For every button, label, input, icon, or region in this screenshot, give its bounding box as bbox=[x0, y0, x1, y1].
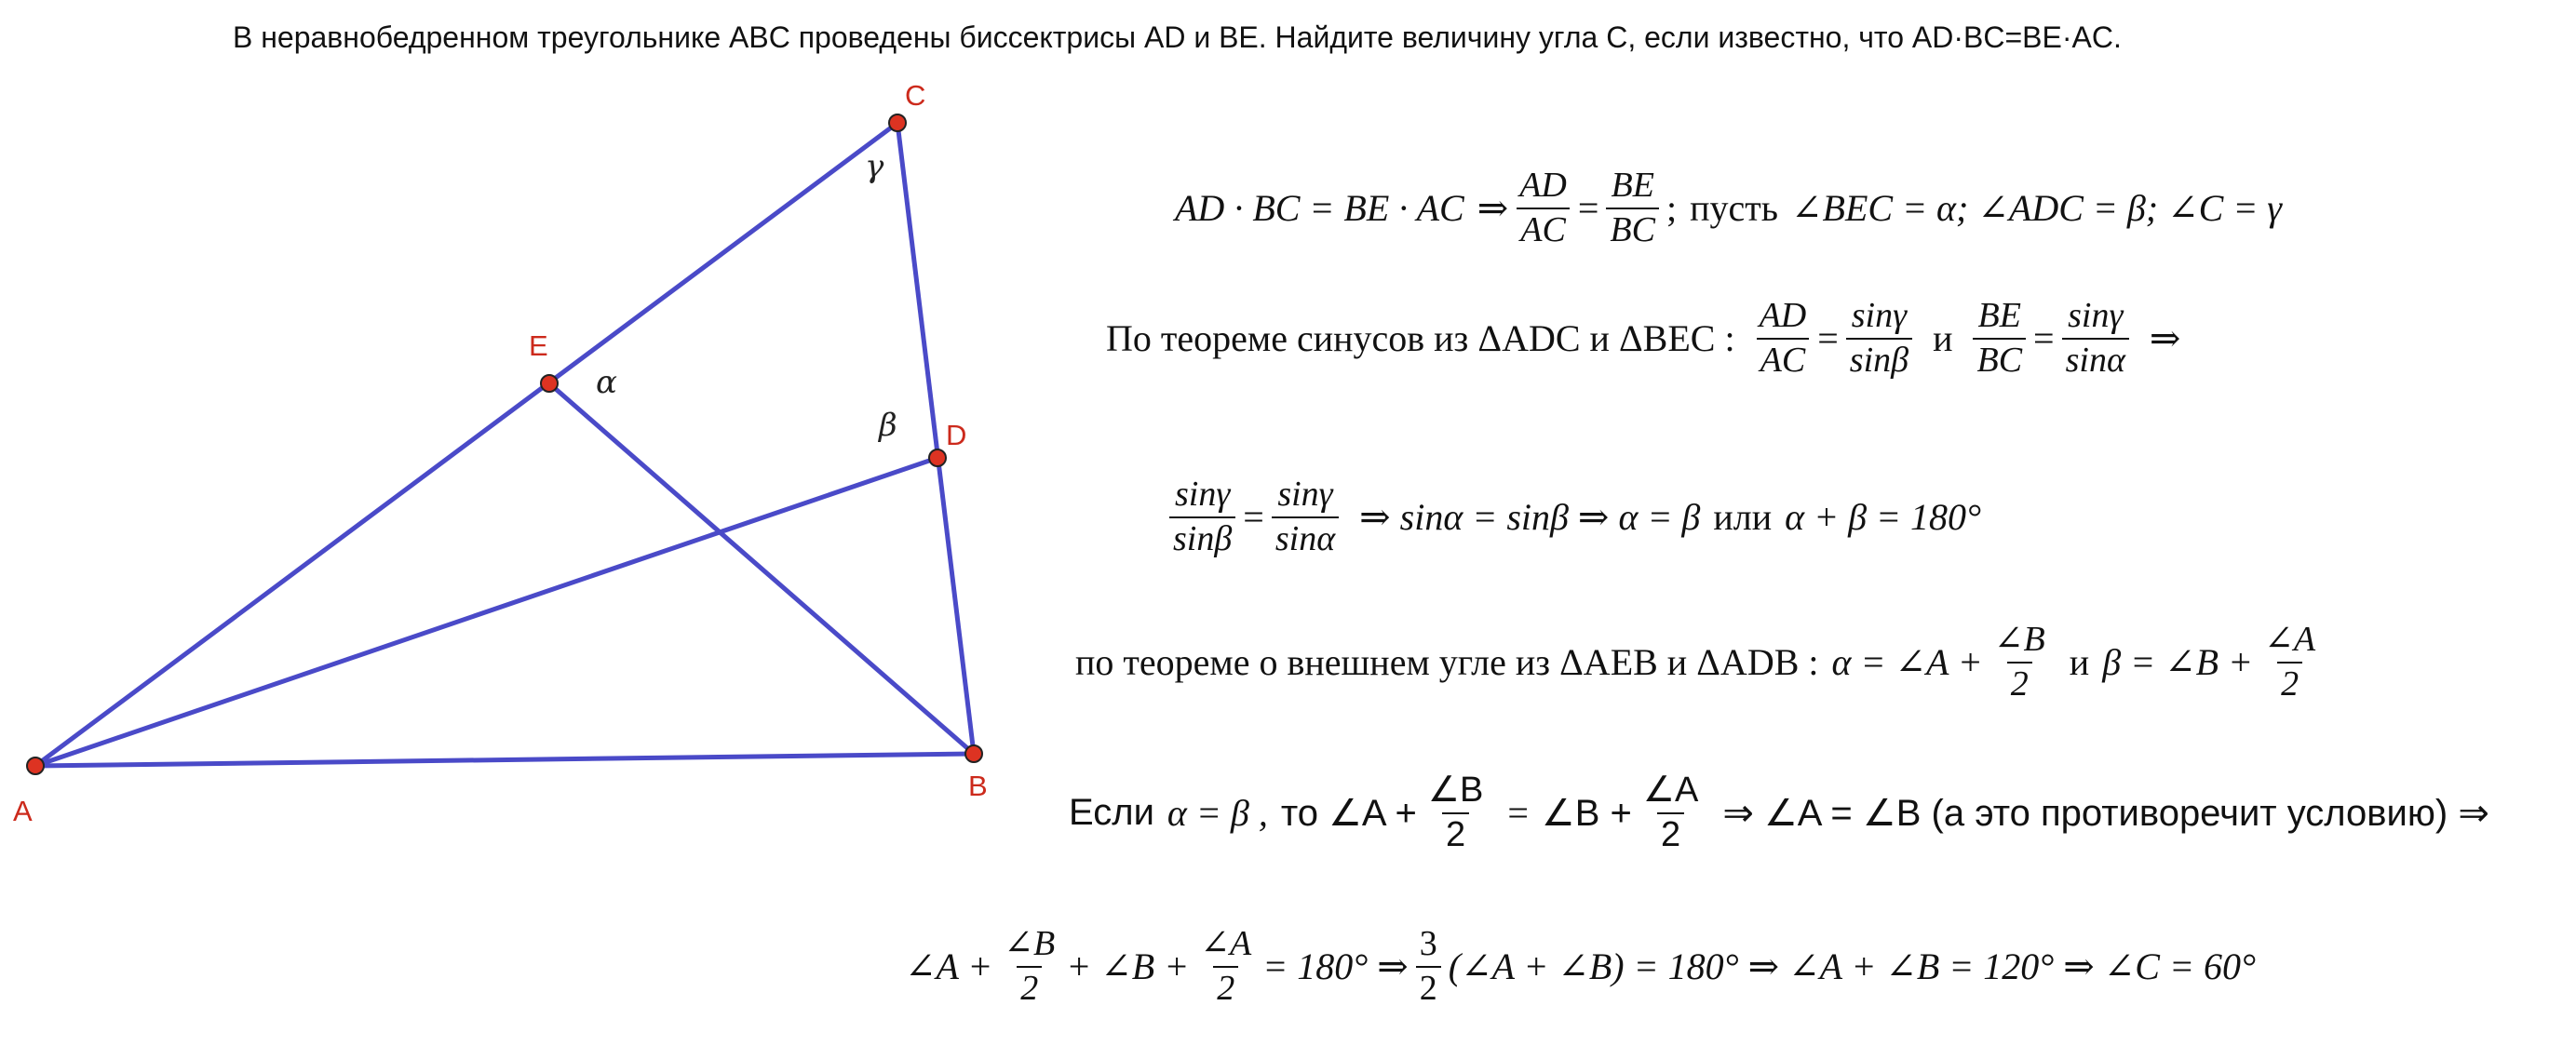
point-d bbox=[929, 449, 946, 466]
side-ab bbox=[35, 754, 974, 766]
fraction-a-half: $\frac{\angle A}{2}$ bbox=[2264, 620, 2316, 704]
fraction-sin-gamma-sin-beta-2: $\frac{\sin\gamma}{\sin\beta}$ bbox=[1169, 476, 1235, 558]
angle-gamma: γ bbox=[865, 148, 884, 185]
solution-line-6: ∠A + $\frac{\angle B}{2}$ + ∠B + $\frac{\angle A}{2}$ = 180° ⇒ $\frac{3}{2}$ (∠A + ∠B) = 180° ⇒ ∠A + ∠B = 120° ⇒ ∠C = 60° bbox=[905, 924, 2256, 1008]
fraction-ad-ac: $\frac{AD}{AC}$ bbox=[1516, 168, 1571, 249]
side-ac bbox=[35, 123, 897, 766]
fraction-sin-gamma-sin-alpha: $\frac{\sin\gamma}{\sin\alpha}$ bbox=[2062, 298, 2129, 380]
point-e bbox=[541, 375, 558, 392]
fraction-b-half-3: $\frac{\angle B}{2}$ bbox=[1004, 924, 1056, 1008]
fraction-a-half-2: $\frac{\angle A}{2}$ bbox=[1642, 771, 1699, 854]
point-a bbox=[27, 757, 44, 774]
problem-statement: В неравнобедренном треугольнике ABC проведены биссектрисы AD и BE. Найдите величину угла C, если известно, что AD·BC=BE·AC. bbox=[233, 20, 2122, 54]
fraction-b-half: $\frac{\angle B}{2}$ bbox=[1993, 620, 2045, 704]
fraction-ad-ac-2: $\frac{AD}{AC}$ bbox=[1756, 298, 1811, 380]
fraction-a-half-3: $\frac{\angle A}{2}$ bbox=[1200, 924, 1252, 1008]
solution-line-4: по теореме о внешнем угле из ΔAEB и ΔADB : α = ∠A + $\frac{\angle B}{2}$ и β = ∠B + $\frac{\angle A}{2}$ bbox=[1075, 622, 2326, 704]
label-e: E bbox=[529, 329, 548, 362]
fraction-sin-gamma-sin-alpha-2: $\frac{\sin\gamma}{\sin\alpha}$ bbox=[1272, 476, 1339, 558]
angle-alpha: α bbox=[596, 364, 617, 401]
implies-symbol: ⇒ bbox=[1477, 187, 1509, 230]
fraction-b-half-2: $\frac{\angle B}{2}$ bbox=[1427, 771, 1484, 854]
point-b bbox=[965, 745, 982, 762]
angle-definitions: ∠BEC = α; ∠ADC = β; ∠C = γ bbox=[1791, 187, 2283, 230]
solution-line-5: Если α = β , то ∠A + $\frac{\angle B}{2}$ = ∠B + $\frac{\angle A}{2}$ ⇒ ∠A = ∠B (а это противоречит условию) ⇒ bbox=[1069, 771, 2489, 854]
contradiction-text: ⇒ ∠A = ∠B (а это противоречит условию) ⇒ bbox=[1722, 792, 2489, 834]
label-d: D bbox=[946, 419, 967, 451]
fraction-three-halves: $\frac{3}{2}$ bbox=[1416, 926, 1441, 1008]
label-b: B bbox=[968, 770, 988, 802]
bisector-ad bbox=[35, 458, 937, 766]
solution-line-3: $\frac{\sin\gamma}{\sin\beta}$ = $\frac{\sin\gamma}{\sin\alpha}$ ⇒ sinα = sinβ ⇒ α = β или α + β = 180° bbox=[1162, 476, 1981, 558]
eq-product: AD · BC = BE · AC bbox=[1175, 187, 1464, 230]
fraction-be-bc: $\frac{BE}{BC}$ bbox=[1606, 168, 1659, 249]
fraction-be-bc-2: $\frac{BE}{BC}$ bbox=[1973, 298, 2026, 380]
sine-theorem-intro: По теореме синусов из ΔADC и ΔBEC : bbox=[1106, 317, 1735, 360]
triangle-diagram bbox=[0, 0, 1024, 838]
point-c bbox=[889, 114, 906, 131]
final-answer: (∠A + ∠B) = 180° ⇒ ∠A + ∠B = 120° ⇒ ∠C = 60° bbox=[1448, 945, 2256, 988]
solution-line-1: AD · BC = BE · AC ⇒ $\frac{AD}{AC}$ = $\frac{BE}{BC}$ ; пусть ∠BEC = α; ∠ADC = β; ∠C = γ bbox=[1175, 166, 2283, 249]
word-let: пусть bbox=[1690, 187, 1778, 230]
label-c: C bbox=[905, 79, 926, 112]
label-a: A bbox=[13, 795, 33, 827]
exterior-angle-intro: по теореме о внешнем угле из ΔAEB и ΔADB : bbox=[1075, 641, 1819, 684]
fraction-sin-gamma-sin-beta: $\frac{\sin\gamma}{\sin\beta}$ bbox=[1846, 298, 1912, 380]
solution-line-2: По теореме синусов из ΔADC и ΔBEC : $\frac{AD}{AC}$ = $\frac{\sin\gamma}{\sin\beta}$ и $\frac{BE}{BC}$ = $\frac{\sin\gamma}{\sin\alpha}$ ⇒ bbox=[1106, 296, 2181, 380]
angle-beta: β bbox=[879, 407, 897, 444]
